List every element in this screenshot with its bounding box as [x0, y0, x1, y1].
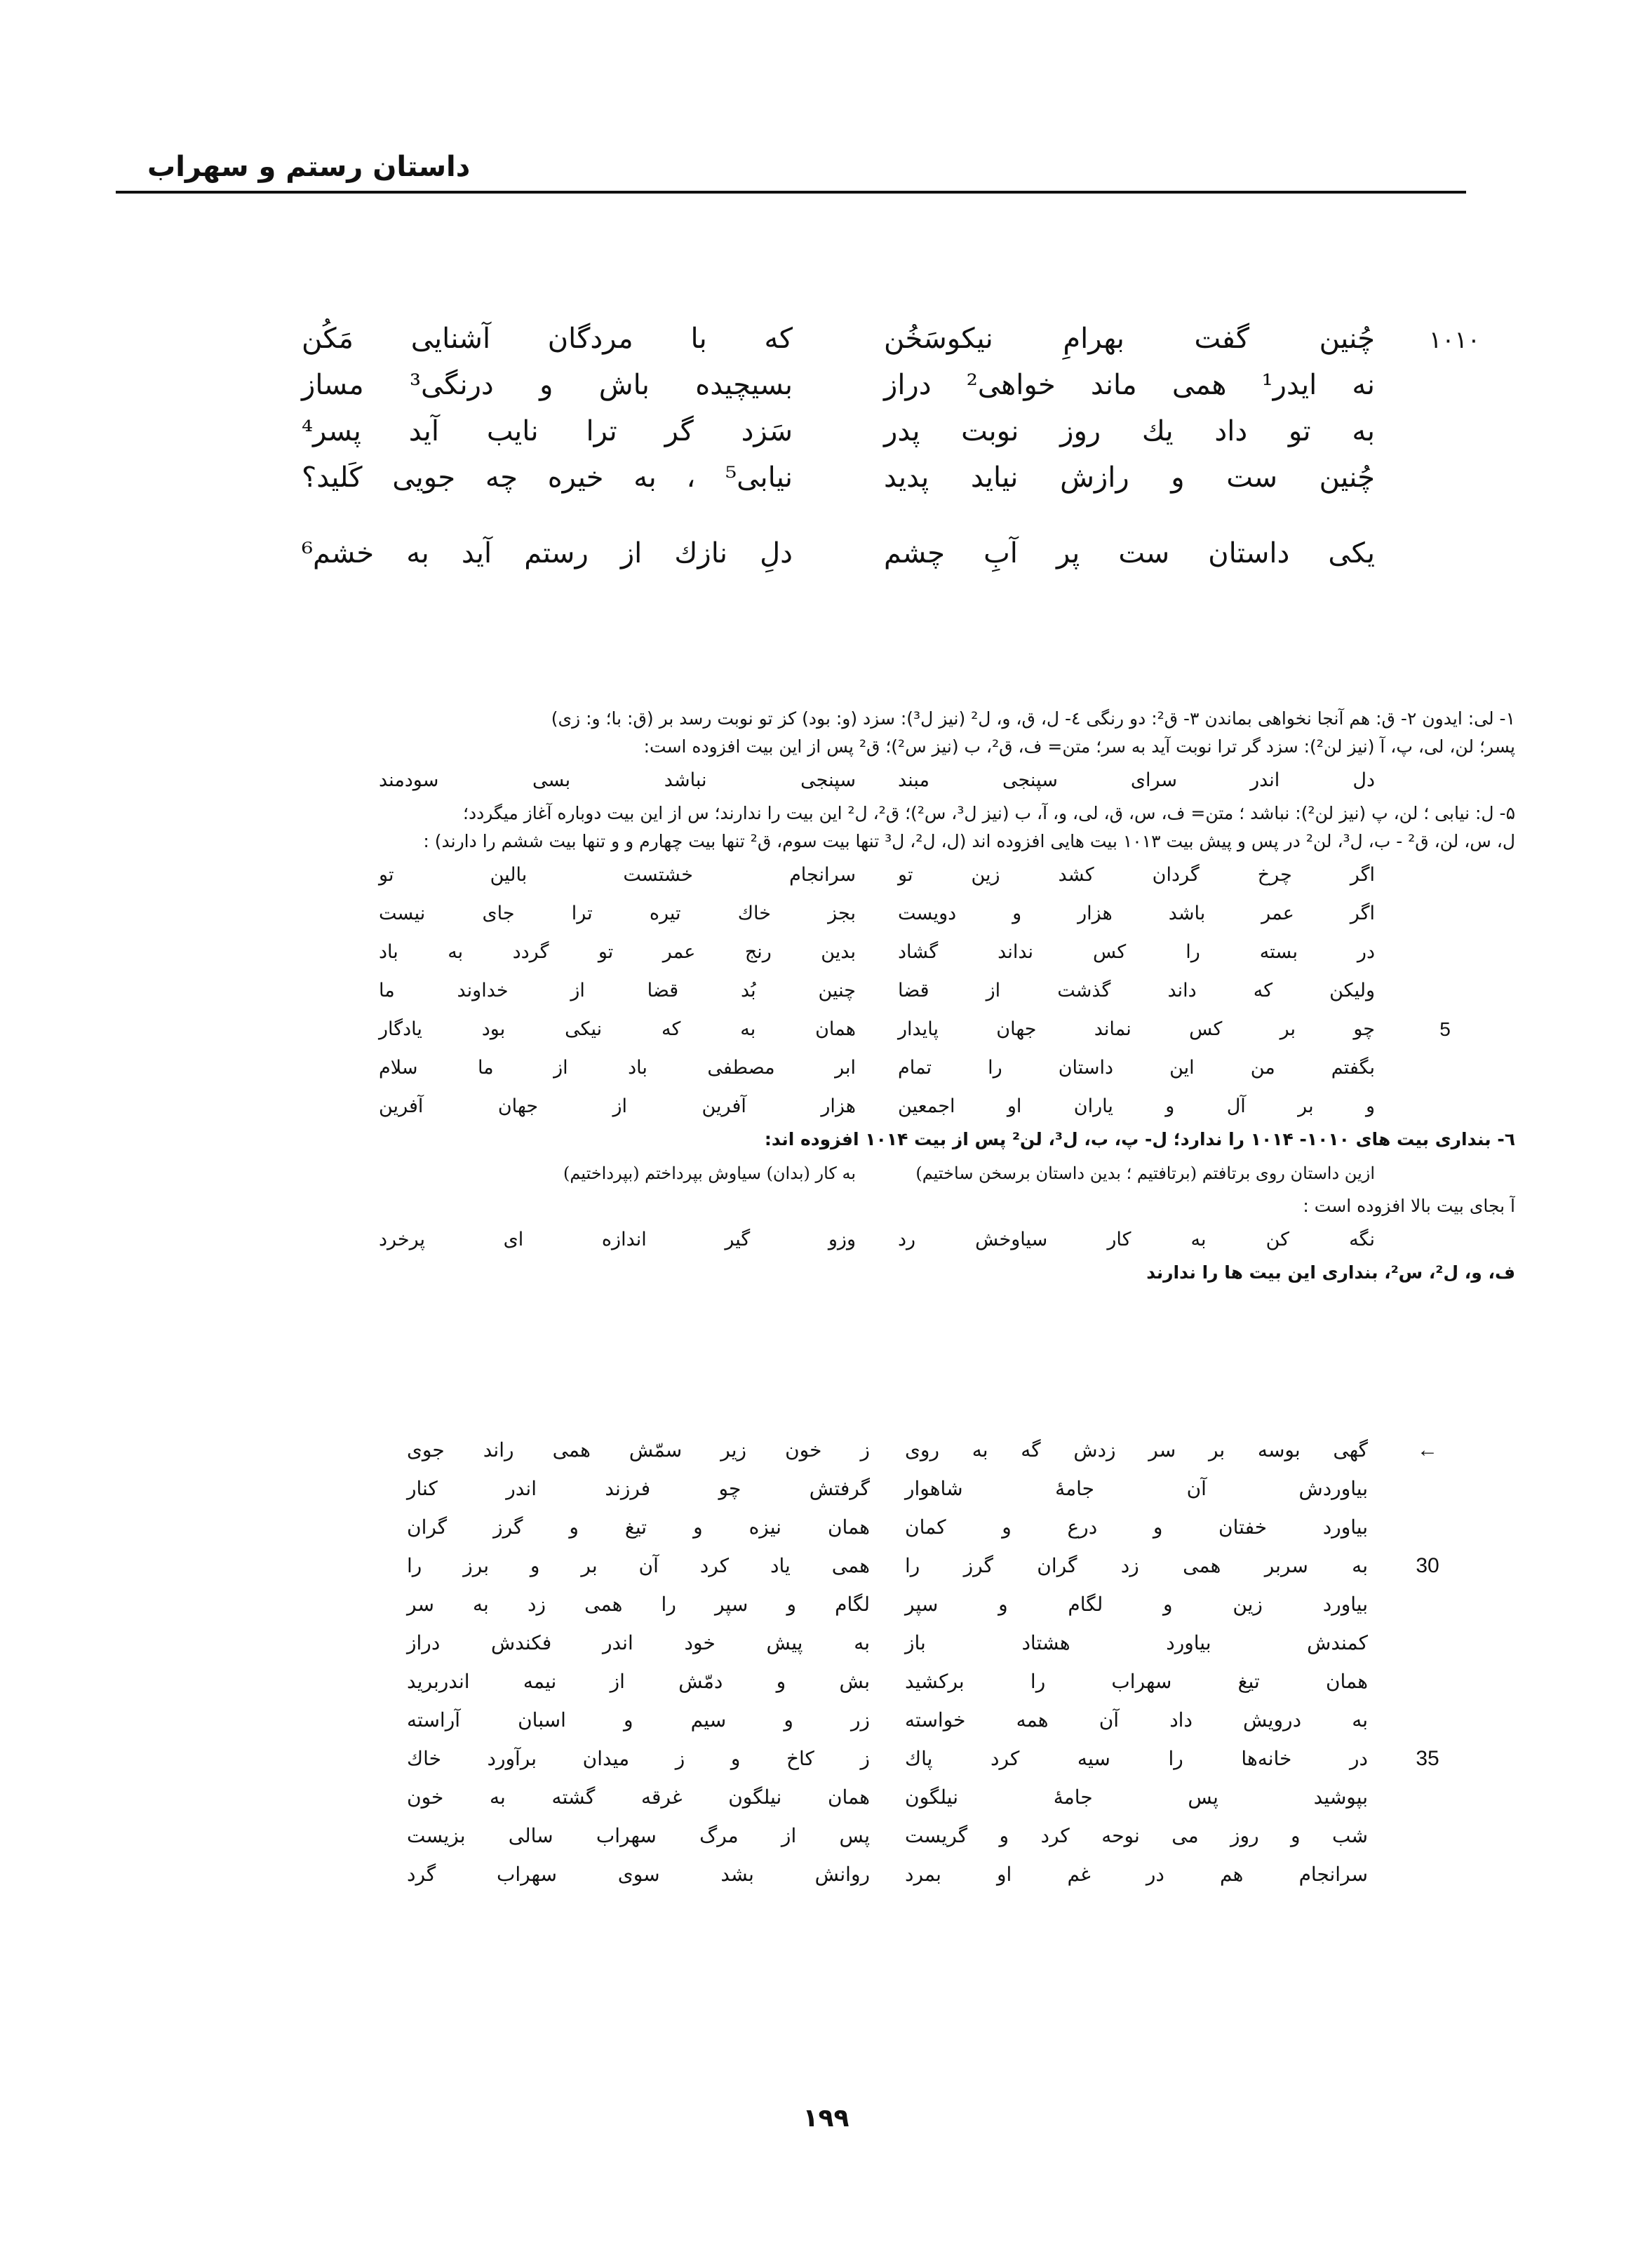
verse-left-hemistich: ابر مصطفی باد از ما سلام [379, 1056, 856, 1079]
verse-row [260, 323, 1480, 369]
footnote-verse [140, 933, 1515, 971]
page-number: ۱۹۹ [803, 2104, 849, 2133]
footnote-line: ف، و، ل²، س²، بنداری این بیت ها را ندارند [1146, 1262, 1515, 1283]
verse-left-hemistich: پس از مرگ سهراب سالی بزیست [407, 1824, 870, 1847]
verse-right-hemistich: سرانجام هم در غم او بمرد [905, 1863, 1368, 1886]
verse-right-hemistich: بیاورد زین و لگام و سپر [905, 1593, 1368, 1616]
main-verse-block [260, 323, 1480, 583]
footnote-verse [140, 761, 1515, 799]
verse-left-hemistich: به کار (بدان) سیاوش بپرداختم (بپرداختیم) [563, 1163, 856, 1183]
verse-row [260, 369, 1480, 415]
running-title: داستان رستم و سهراب [147, 151, 471, 183]
header-rule [116, 191, 1466, 194]
verse-right-hemistich: شب و روز می نوحه کرد و گریست [905, 1824, 1368, 1847]
verse-left-hemistich: گرفتش چو فرزند اندر کنار [407, 1477, 870, 1500]
verse-right-hemistich: نه ایدر¹ همی ماند خواهی² دراز [884, 369, 1375, 401]
footnote-verse [140, 1087, 1515, 1126]
verse-right-hemistich: کمندش بیاورد هشتاد باز [905, 1631, 1368, 1654]
verse-number: 5 [1439, 1018, 1451, 1040]
footnote-verse [140, 1048, 1515, 1087]
verse-right-hemistich: اگر چرخ گردان کشد زین تو [898, 863, 1375, 886]
verse-right-hemistich: نگه کن به کار سیاوخش رد [898, 1228, 1375, 1250]
footnote-line: پسر؛ لن، لی، پ، آ (نیز لن²): سزد گر ترا نوبت آید به سر؛ متن= ف، ق²، ب (نیز س²)؛ ق² پس از این بیت افزوده است: [643, 736, 1515, 757]
verse-left-hemistich: که با مردگان آشنایی مَکُن [302, 323, 793, 355]
verse-row [295, 1816, 1487, 1855]
verse-number: 30 [1416, 1553, 1439, 1577]
verse-left-hemistich: نیابی⁵ ، به خیره چه جویی کَلید؟ [302, 461, 793, 494]
verse-right-hemistich: ولیکن که داند گذشت از قضا [898, 979, 1375, 1001]
verse-row [295, 1739, 1487, 1778]
verse-left-hemistich: سرانجام خشتست بالین تو [379, 863, 856, 886]
verse-right-hemistich: بپوشید پس جامهٔ نیلگون [905, 1786, 1368, 1809]
verse-row [295, 1778, 1487, 1816]
footnote-verse [140, 971, 1515, 1010]
verse-right-hemistich: و بر آل و یاران او اجمعین [898, 1095, 1375, 1117]
verse-number: 35 [1416, 1746, 1439, 1770]
verse-row [295, 1585, 1487, 1624]
verse-right-hemistich: چُنین گفت بهرامِ نیکوسَخُن [884, 323, 1375, 355]
verse-row [295, 1469, 1487, 1508]
verse-left-hemistich: زر و سیم و اسبان آراسته [407, 1708, 870, 1732]
verse-right-hemistich: بیاوردش آن جامهٔ شاهوار [905, 1477, 1368, 1500]
verse-right-hemistich: در بسته را کس نداند گشاد [898, 940, 1375, 963]
verse-left-hemistich: همی یاد کرد آن بر و برز را [407, 1554, 870, 1577]
footnote-verse [140, 1154, 1515, 1192]
verse-row [295, 1624, 1487, 1662]
verse-number: ۱۰۱۰ [1428, 326, 1480, 354]
verse-row [295, 1662, 1487, 1701]
footnote-line: ۱- لی: ایدون ۲- ق: هم آنجا نخواهی بماندن ۳- ق²: دو رنگی ٤- ل، ق، و، ل² (نیز ل³): سزد (و: بود) کز تو نوبت رسد بر (ق: با؛ و: زی) [551, 708, 1515, 729]
verse-left-hemistich: بش و دمّش از نیمه اندربرید [407, 1670, 870, 1693]
footnote-verse [140, 1010, 1515, 1048]
verse-right-hemistich: ازین داستان روی برتافتم (برتافتیم ؛ بدین داستان برسخن ساختیم) [915, 1163, 1375, 1183]
verse-left-hemistich: چنین بُد قضا از خداوند ما [379, 979, 856, 1001]
footnote-verse [140, 856, 1515, 894]
verse-row [260, 537, 1480, 583]
footnote-verse [140, 894, 1515, 933]
verse-right-hemistich: در خانه‌ها را سیه کرد پاك [905, 1747, 1368, 1770]
verse-left-hemistich: همان نیلگون غرقه گشته به خون [407, 1786, 870, 1809]
verse-left-hemistich: سپنجی نباشد بسی سودمند [379, 769, 856, 791]
verse-left-hemistich: ز خون زیر سمّش همی راند جوی [407, 1438, 870, 1462]
verse-left-hemistich: روانش بشد سوی سهراب گرد [407, 1863, 870, 1886]
verse-left-hemistich: همان به که نیکی بود یادگار [379, 1018, 856, 1040]
verse-left-hemistich: همان نیزه و تیغ و گرز گران [407, 1516, 870, 1539]
footnote-verse [140, 1220, 1515, 1259]
verse-left-hemistich: هزار آفرین از جهان آفرین [379, 1095, 856, 1117]
verse-row [295, 1701, 1487, 1739]
verse-left-hemistich: به پیش خود اندر فکندش دراز [407, 1631, 870, 1654]
verse-right-hemistich: به تو داد یك روز نوبت پدر [884, 415, 1375, 447]
verse-left-hemistich: سَزد گر ترا نایب آید پسر⁴ [302, 415, 793, 447]
verse-left-hemistich: لگام و سپر را همی زد به سر [407, 1593, 870, 1616]
verse-left-hemistich: وزو گیر اندازه ای پرخرد [379, 1228, 856, 1250]
footnote-line: ل، س، لن، ق² - ب، ل³، لن² در پس و پیش بیت ۱۰۱۳ بیت هایی افزوده اند (ل، ل²، ل³ تنها بیت سوم، ق² تنها بیت چهارم و و تنها بیت ششم را دارند) : [423, 831, 1515, 851]
verse-left-hemistich: بجز خاك تیره ترا جای نیست [379, 902, 856, 924]
footnotes-section [140, 705, 1515, 1287]
verse-row [295, 1855, 1487, 1894]
verse-right-hemistich: بگفتم من این داستان را تمام [898, 1056, 1375, 1079]
footnote-line: آ بجای بیت بالا افزوده است : [1303, 1196, 1515, 1216]
verse-left-hemistich: دلِ نازك از رستم آید به خشم⁶ [302, 537, 793, 569]
arrow-left-icon: ← [1417, 1438, 1438, 1462]
verse-right-hemistich: یکی داستان ست پر آبِ چشم [884, 537, 1375, 569]
verse-right-hemistich: همان تیغ سهراب را برکشید [905, 1670, 1368, 1693]
footnote-line: ۵- ل: نیابی ؛ لن، پ (نیز لن²): نباشد ؛ متن= ف، س، ق، لی، و، آ، ب (نیز ل³، س²)؛ ق²، ل² این بیت را ندارند؛ س از این بیت دوباره آغاز میگردد؛ [463, 803, 1515, 823]
verse-right-hemistich: به درویش داد آن همه خواسته [905, 1708, 1368, 1732]
verse-row [295, 1431, 1487, 1469]
second-verse-block [295, 1431, 1487, 1894]
footnote-line: ٦- بنداری بیت های ۱۰۱۰- ۱۰۱۴ را ندارد؛ ل- پ، ب، ل³، لن² پس از بیت ۱۰۱۴ افزوده اند: [764, 1129, 1515, 1149]
verse-left-hemistich: ز کاخ و ز میدان برآورد خاك [407, 1747, 870, 1770]
verse-right-hemistich: چُنین ست و رازش نیاید پدید [884, 461, 1375, 494]
verse-row [295, 1508, 1487, 1546]
verse-right-hemistich: به سربر همی زد گران گرز را [905, 1554, 1368, 1577]
verse-right-hemistich: دل اندر سرای سپنجی مبند [898, 769, 1375, 791]
verse-right-hemistich: اگر عمر باشد هزار و دویست [898, 902, 1375, 924]
verse-left-hemistich: بسیچیده باش و درنگی³ مساز [302, 369, 793, 401]
verse-right-hemistich: گهی بوسه بر سر زدش گه به روی [905, 1438, 1368, 1462]
verse-right-hemistich: بیاورد خفتان و درع و کمان [905, 1516, 1368, 1539]
verse-row [295, 1546, 1487, 1585]
verse-right-hemistich: چو بر کس نماند جهان پایدار [898, 1018, 1375, 1040]
verse-row [260, 461, 1480, 508]
verse-left-hemistich: بدین رنج عمر تو گردد به باد [379, 940, 856, 963]
verse-row [260, 415, 1480, 461]
